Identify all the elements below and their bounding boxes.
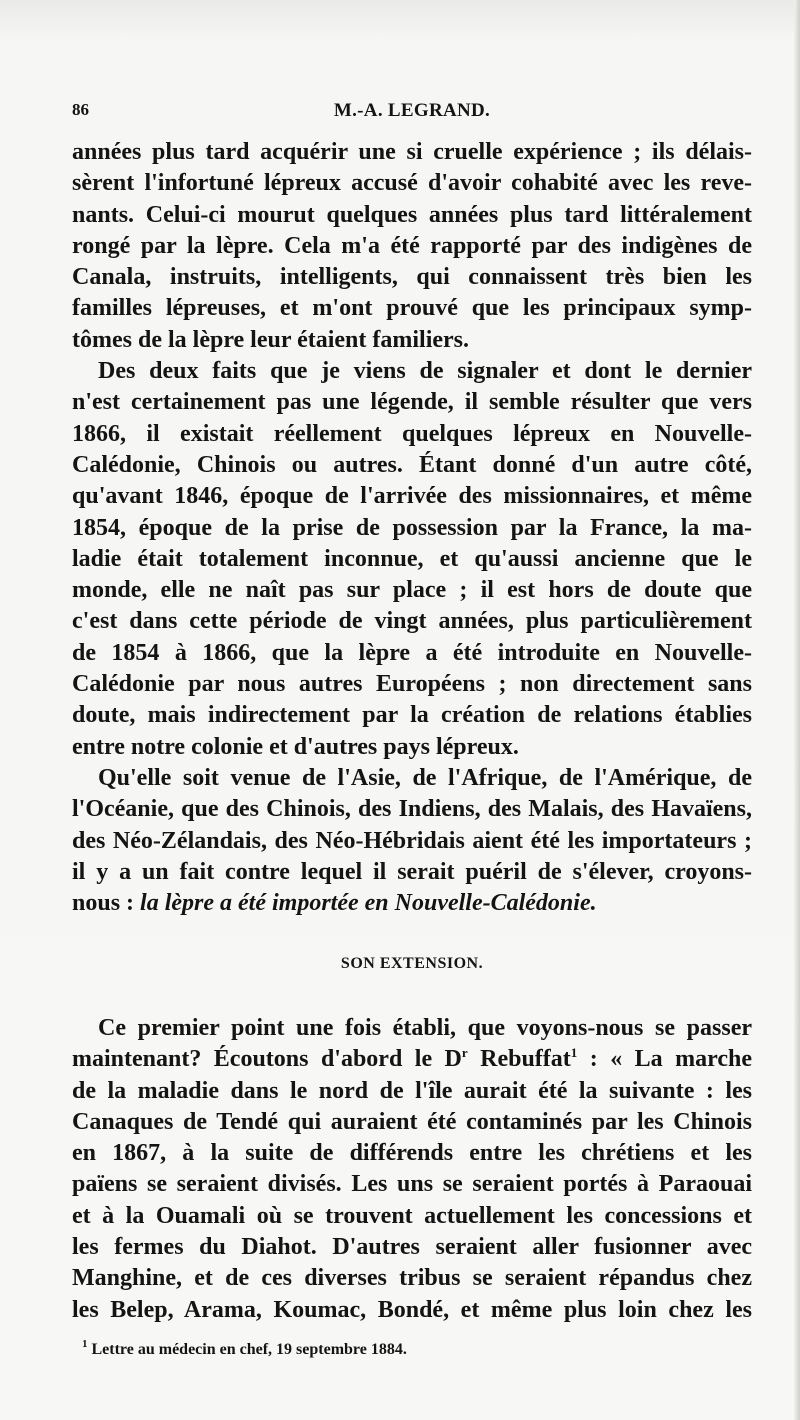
- text-line: [72, 356, 752, 387]
- running-head: M.-A. LEGRAND.: [333, 100, 491, 121]
- text-line: [72, 137, 752, 168]
- text-line: [72, 231, 752, 262]
- text-line: [72, 200, 752, 231]
- text-line: [72, 481, 752, 512]
- text-line: [72, 700, 752, 731]
- footnote-reference: 1: [570, 1045, 578, 1061]
- italic-text: la lèpre a été importée en Nouvelle-Calédonie.: [140, 890, 597, 917]
- line-text: Manghine, et de ces diverses tribus se seraient répandus chez: [72, 1265, 752, 1292]
- text-line: [72, 513, 752, 544]
- text-line: [72, 1013, 752, 1044]
- line-text: l'Océanie, que des Chinois, des Indiens, des Malais, des Havaïens,: [72, 796, 752, 823]
- footnote: [82, 1338, 407, 1359]
- text-line: [72, 293, 752, 324]
- text-line: [72, 575, 752, 606]
- page-edge-shadow: [794, 0, 800, 1420]
- page-number: 86: [72, 100, 89, 119]
- text-line: [72, 606, 752, 637]
- line-text: Rebuffat: [467, 1046, 571, 1073]
- line-text: Canaques de Tendé qui auraient été contaminés par les Chinois: [72, 1108, 752, 1135]
- line-text: familles lépreuses, et m'ont prouvé que les principaux symp-: [72, 295, 752, 322]
- text-line: [72, 857, 752, 888]
- footnote-marker: 1: [82, 1338, 88, 1350]
- text-line: [72, 1201, 752, 1232]
- line-text: n'est certainement pas une légende, il semble résulter que vers: [72, 389, 752, 416]
- text-line: [72, 1138, 752, 1169]
- line-text: nous :: [72, 890, 141, 917]
- line-text: païens se seraient divisés. Les uns se seraient portés à Paraouai: [72, 1171, 752, 1198]
- line-text: nants. Celui-ci mourut quelques années plus tard littéralement: [72, 201, 752, 228]
- line-text: Calédonie, Chinois ou autres. Étant donné d'un autre côté,: [72, 451, 752, 478]
- line-text: de 1854 à 1866, que la lèpre a été introduite en Nouvelle-: [72, 639, 752, 666]
- section-title: SON EXTENSION.: [340, 955, 484, 972]
- line-text: les fermes du Diahot. D'autres seraient aller fusionner avec: [72, 1234, 752, 1261]
- line-text: maintenant? Écoutons d'abord le D: [72, 1046, 462, 1073]
- line-text: rongé par la lèpre. Cela m'a été rapporté par des indigènes de: [72, 232, 752, 259]
- line-text: Des deux faits que je viens de signaler et dont le dernier: [98, 358, 752, 385]
- line-text: Calédonie par nous autres Européens ; non directement sans: [72, 671, 752, 698]
- line-text: Ce premier point une fois établi, que voyons-nous se passer: [98, 1015, 752, 1041]
- line-text: monde, elle ne naît pas sur place ; il est hors de doute que: [72, 577, 752, 604]
- line-text: c'est dans cette période de vingt années, plus particulièrement: [72, 608, 752, 635]
- line-text: les Belep, Arama, Koumac, Bondé, et même plus loin chez les: [72, 1296, 752, 1323]
- line-text: : « La marche: [577, 1046, 752, 1073]
- text-line: [72, 1232, 752, 1263]
- text-line: [72, 888, 752, 919]
- line-text: 1854, époque de la prise de possession par la France, la ma-: [72, 514, 752, 541]
- line-text: doute, mais indirectement par la création de relations établies: [72, 702, 752, 729]
- line-text: de la maladie dans le nord de l'île aurait été la suivante : les: [72, 1077, 752, 1104]
- line-text: et à la Ouamali où se trouvent actuellement les concessions et: [72, 1202, 752, 1229]
- text-line: [72, 1044, 752, 1075]
- text-line: [72, 168, 752, 199]
- text-line: [72, 1076, 752, 1107]
- text-line: [72, 544, 752, 575]
- superscript: r: [461, 1045, 468, 1061]
- text-line: [72, 387, 752, 418]
- line-text: en 1867, à la suite de différends entre les chrétiens et les: [72, 1140, 752, 1167]
- text-line: [72, 638, 752, 669]
- text-line: [72, 794, 752, 825]
- text-line: [72, 1107, 752, 1138]
- body-text-bottom: [72, 1013, 752, 1326]
- line-text: années plus tard acquérir une si cruelle expérience ; ils délais-: [72, 139, 752, 165]
- line-text: sèrent l'infortuné lépreux accusé d'avoir cohabité avec les reve-: [72, 170, 752, 197]
- line-text: qu'avant 1846, époque de l'arrivée des missionnaires, et même: [72, 483, 752, 510]
- text-line: [72, 1263, 752, 1294]
- line-text: Canala, instruits, intelligents, qui connaissent très bien les: [72, 264, 752, 291]
- page-header: [72, 100, 752, 126]
- text-line: [72, 826, 752, 857]
- text-line: [72, 732, 752, 763]
- line-text: des Néo-Zélandais, des Néo-Hébridais aient été les importateurs ;: [72, 827, 752, 854]
- line-text: Qu'elle soit venue de l'Asie, de l'Afrique, de l'Amérique, de: [98, 764, 752, 791]
- text-line: [72, 1295, 752, 1326]
- text-line: [72, 419, 752, 450]
- line-text: 1866, il existait réellement quelques lépreux en Nouvelle-: [72, 420, 752, 447]
- footnote-text: Lettre au médecin en chef, 19 septembre 1884.: [91, 1341, 407, 1358]
- text-line: [72, 325, 752, 356]
- line-text: tômes de la lèpre leur étaient familiers.: [72, 326, 470, 353]
- line-text: ladie était totalement inconnue, et qu'aussi ancienne que le: [72, 545, 752, 572]
- line-text: entre notre colonie et d'autres pays lépreux.: [72, 733, 519, 760]
- text-line: [72, 450, 752, 481]
- body-text-top: [72, 137, 752, 919]
- line-text: il y a un fait contre lequel il serait puéril de s'élever, croyons-: [72, 858, 752, 885]
- text-line: [72, 763, 752, 794]
- text-line: [72, 262, 752, 293]
- text-line: [72, 1169, 752, 1200]
- text-line: [72, 669, 752, 700]
